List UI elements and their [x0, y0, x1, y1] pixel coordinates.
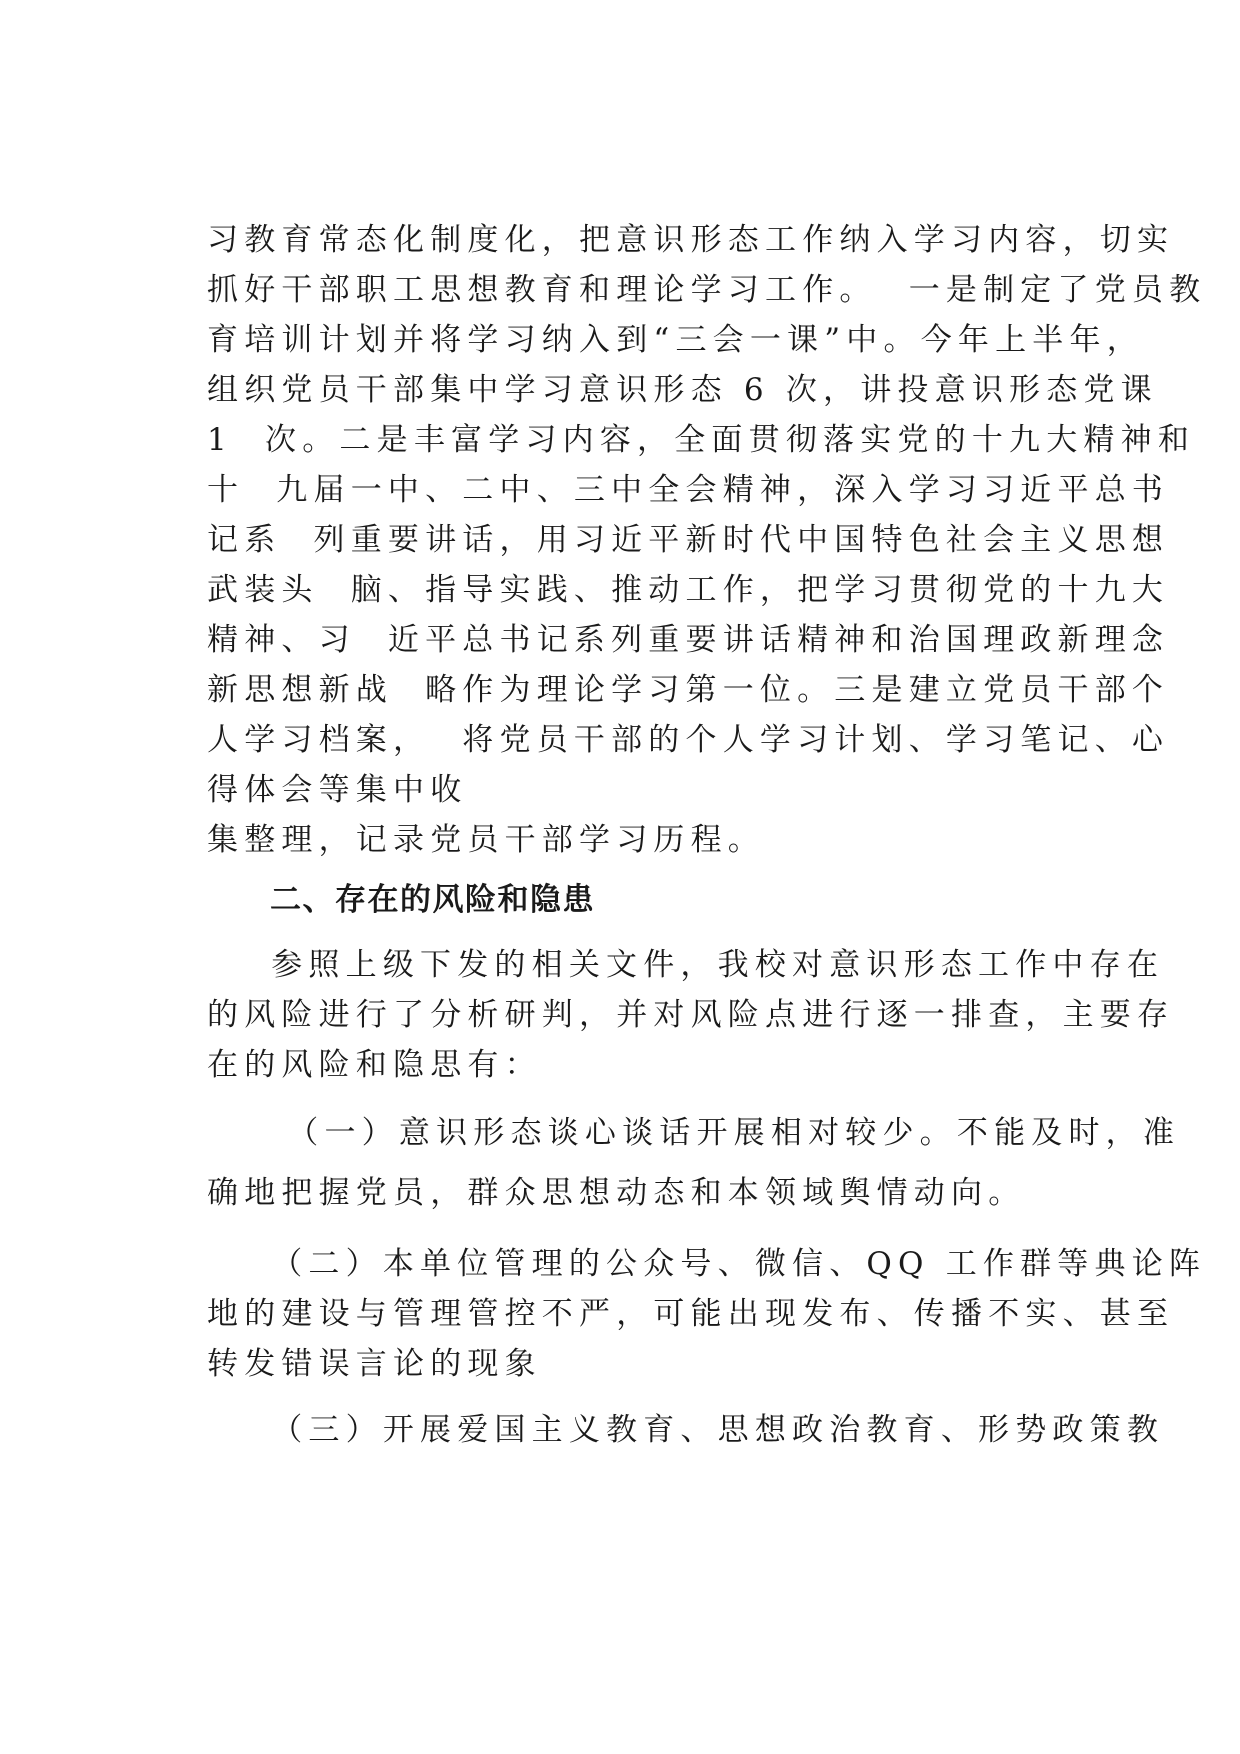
- text-line: 新思想新战 略作为理论学习第一位。三是建立党员干部个: [207, 672, 1170, 708]
- text-line: （三）开展爱国主义教育、思想政治教育、形势政策教: [207, 1412, 1165, 1448]
- text-line: 确地把握党员，群众思想动态和本领域舆情动向。: [207, 1175, 1026, 1211]
- text-line: 转发错误言论的现象: [207, 1346, 542, 1382]
- text-line: 武装头 脑、指导实践、推动工作，把学习贯彻党的十九大: [207, 572, 1170, 608]
- text-line: 育培训计划并将学习纳入到“三会一课”中。今年上半年，: [207, 322, 1144, 358]
- text-line: 参照上级下发的相关文件，我校对意识形态工作中存在: [207, 947, 1165, 983]
- text-line: 集整理，记录党员干部学习历程。: [207, 822, 765, 858]
- section-heading: 二、存在的风险和隐患: [270, 882, 595, 918]
- text-line: 组织党员干部集中学习意识形态 6 次，讲投意识形态党课: [207, 372, 1158, 408]
- text-line: 抓好干部职工思想教育和理论学习工作。 一是制定了党员教: [207, 272, 1207, 308]
- text-line: 习教育常态化制度化，把意识形态工作纳入学习内容，切实: [207, 222, 1175, 258]
- text-line: （二）本单位管理的公众号、微信、QQ 工作群等典论阵: [207, 1246, 1207, 1282]
- text-line: 1 次。二是丰富学习内容，全面贯彻落实党的十九大精神和: [207, 422, 1196, 458]
- text-line: 得体会等集中收: [207, 772, 468, 808]
- text-line: 记系 列重要讲话，用习近平新时代中国特色社会主义思想: [207, 522, 1170, 558]
- text-line: 十 九届一中、二中、三中全会精神，深入学习习近平总书: [207, 472, 1170, 508]
- text-line: 的风险进行了分析研判，并对风险点进行逐一排查，主要存: [207, 997, 1175, 1033]
- text-line: 地的建设与管理管控不严，可能出现发布、传播不实、甚至: [207, 1296, 1175, 1332]
- text-line: （一）意识形态谈心谈话开展相对较少。不能及时，准: [207, 1115, 1181, 1151]
- text-line: 精神、习 近平总书记系列重要讲话精神和治国理政新理念: [207, 622, 1170, 658]
- text-line: 人学习档案， 将党员干部的个人学习计划、学习笔记、心: [207, 722, 1170, 758]
- text-line: 在的风险和隐思有：: [207, 1047, 542, 1083]
